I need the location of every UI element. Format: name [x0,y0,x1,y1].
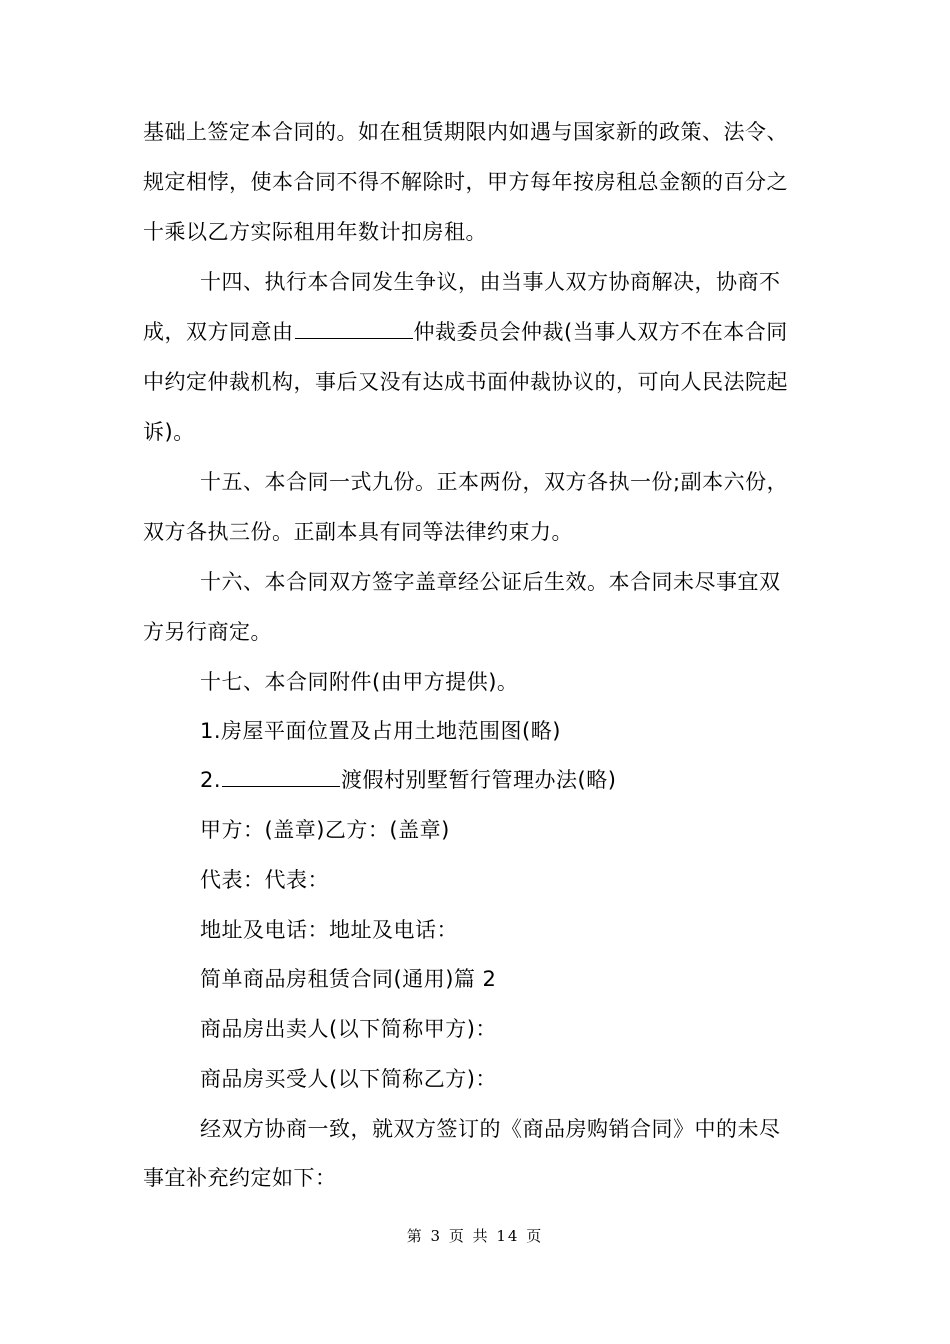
text-line-with-blank [143,317,788,347]
text-line: 双方各执三份。正副本具有同等法律约束力。 [143,520,573,544]
text-line: 事宜补充约定如下： [143,1166,337,1190]
text-segment: 渡假村别墅暂行管理办法(略) [341,768,617,792]
text-line-with-blank [200,765,616,795]
text-line: 代表：代表： [200,868,329,892]
text-segment: 仲裁委员会仲裁(当事人双方不在本合同 [413,320,788,344]
text-segment: 2. [200,768,222,792]
text-line: 十四、执行本合同发生争议，由当事人双方协商解决，协商不 [200,270,781,294]
text-line: 中约定仲裁机构，事后又没有达成书面仲裁协议的，可向人民法院起 [143,370,788,394]
text-line: 基础上签定本合同的。如在租赁期限内如遇与国家新的政策、法令、 [143,120,788,144]
text-line: 商品房出卖人(以下简称甲方)： [200,1017,497,1041]
text-line: 商品房买受人(以下简称乙方)： [200,1067,497,1091]
text-line: 方另行商定。 [143,620,272,644]
text-line: 经双方协商一致，就双方签订的《商品房购销合同》中的未尽 [200,1117,781,1141]
page-footer: 第 3 页 共 14 页 [406,1227,544,1245]
text-line: 诉)。 [143,420,195,444]
text-line: 1.房屋平面位置及占用土地范围图(略) [200,719,561,743]
text-line: 十七、本合同附件(由甲方提供)。 [200,670,519,694]
text-line: 十六、本合同双方签字盖章经公证后生效。本合同未尽事宜双 [200,570,781,594]
text-line: 地址及电话：地址及电话： [200,918,458,942]
text-line: 十五、本合同一式九份。正本两份，双方各执一份;副本六份， [200,470,789,494]
section-title: 简单商品房租赁合同(通用)篇 2 [200,967,497,991]
fill-in-blank [295,318,413,339]
text-line: 十乘以乙方实际租用年数计扣房租。 [143,220,487,244]
text-line: 规定相悖，使本合同不得不解除时，甲方每年按房租总金额的百分之 [143,170,788,194]
text-segment: 成，双方同意由 [143,320,294,344]
fill-in-blank [222,766,340,787]
text-line: 甲方：(盖章)乙方：(盖章) [200,818,450,842]
